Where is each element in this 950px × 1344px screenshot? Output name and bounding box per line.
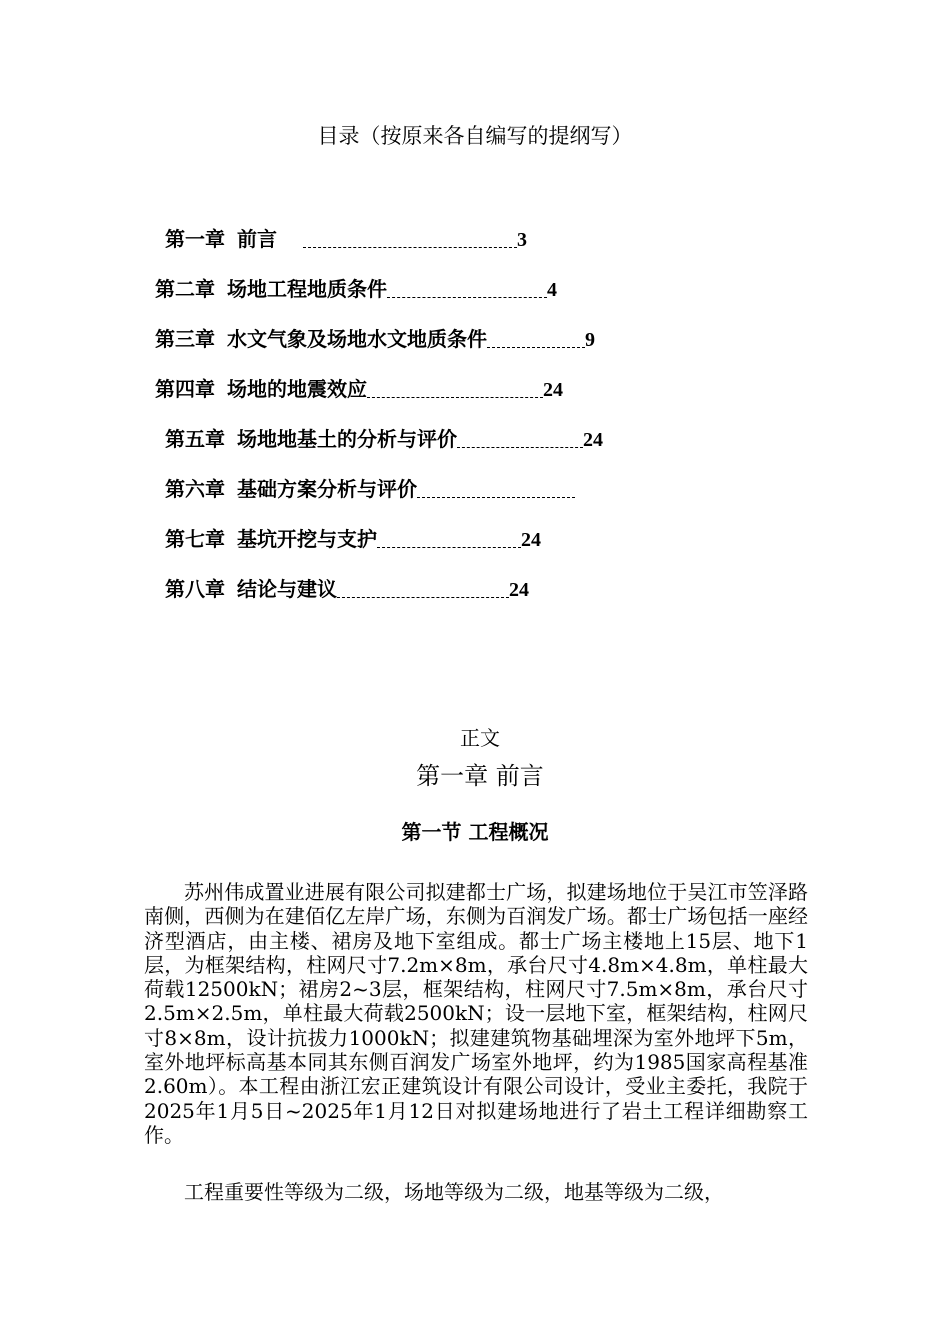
toc-entry[interactable] (165, 222, 527, 252)
toc-page-number: 24 (543, 379, 563, 401)
toc-leader (387, 296, 547, 298)
body-label: 正文 (460, 726, 500, 750)
section-heading: 第一节 工程概况 (401, 820, 549, 844)
toc-leader (337, 596, 509, 598)
toc-entry[interactable] (165, 422, 603, 452)
toc-page-number: 3 (517, 229, 527, 251)
toc-chapter-number: 第一章 (165, 227, 225, 251)
toc-entry[interactable] (165, 572, 529, 602)
toc-leader (487, 346, 585, 348)
toc-chapter-number: 第二章 (155, 277, 215, 301)
chapter-heading: 第一章 前言 (416, 762, 544, 790)
toc-page-number: 24 (509, 579, 529, 601)
toc-leader (457, 446, 583, 448)
toc-chapter-title: 场地工程地质条件 (227, 277, 387, 301)
toc-leader (367, 396, 543, 398)
toc-chapter-number: 第四章 (155, 377, 215, 401)
toc-page-number: 24 (583, 429, 603, 451)
toc-chapter-number: 第六章 (165, 477, 225, 501)
toc-chapter-title: 场地的地震效应 (227, 377, 367, 401)
body-paragraph: 苏州伟成置业进展有限公司拟建都士广场，拟建场地位于吴江市笠泽路南侧，西侧为在建佰亿左岸广场，东侧为百润发广场。都士广场包括一座经济型酒店，由主楼、裙房及地下室组成。都士广场主楼地上15层、地下1层，为框架结构，柱网尺寸7.2m×8m，承台尺寸4.8m×4.8m，单柱最大荷载12500kN；裙房2~3层，框架结构，柱网尺寸7.5m×8m，承台尺寸2.5m×2.5m，单柱最大荷载2500kN；设一层地下室，框架结构，柱网尺寸8×8m，设计抗拔力1000kN；拟建建筑物基础埋深为室外地坪下5m，室外地坪标高基本同其东侧百润发广场室外地坪，约为1985国家高程基准2.60m）。本工程由浙江宏正建筑设计有限公司设计，受业主委托，我院于2025年1月5日~2025年1月12日对拟建场地进行了岩土工程详细勘察工作。 (144, 880, 808, 1147)
toc-chapter-title: 前言 (237, 227, 277, 251)
toc-chapter-number: 第七章 (165, 527, 225, 551)
toc-chapter-title: 基坑开挖与支护 (237, 527, 377, 551)
toc-chapter-title: 水文气象及场地水文地质条件 (227, 327, 487, 351)
toc-entry[interactable] (165, 522, 541, 552)
toc-title: 目录（按原来各自编写的提纲写） (317, 124, 633, 148)
toc-entry[interactable] (155, 372, 563, 402)
toc-leader (377, 546, 521, 548)
toc-chapter-number: 第三章 (155, 327, 215, 351)
toc-chapter-number: 第五章 (165, 427, 225, 451)
toc-entry[interactable] (155, 322, 595, 352)
toc-chapter-title: 基础方案分析与评价 (237, 477, 417, 501)
toc-page-number: 9 (585, 329, 595, 351)
toc-chapter-number: 第八章 (165, 577, 225, 601)
toc-chapter-title: 场地地基土的分析与评价 (237, 427, 457, 451)
toc-entry[interactable] (155, 272, 557, 302)
toc-leader (417, 496, 575, 498)
toc-entry[interactable] (165, 472, 575, 502)
toc-page-number: 4 (547, 279, 557, 301)
body-paragraph: 工程重要性等级为二级，场地等级为二级，地基等级为二级， (184, 1180, 724, 1204)
toc-page-number: 24 (521, 529, 541, 551)
toc-leader (303, 246, 517, 248)
toc-chapter-title: 结论与建议 (237, 577, 337, 601)
